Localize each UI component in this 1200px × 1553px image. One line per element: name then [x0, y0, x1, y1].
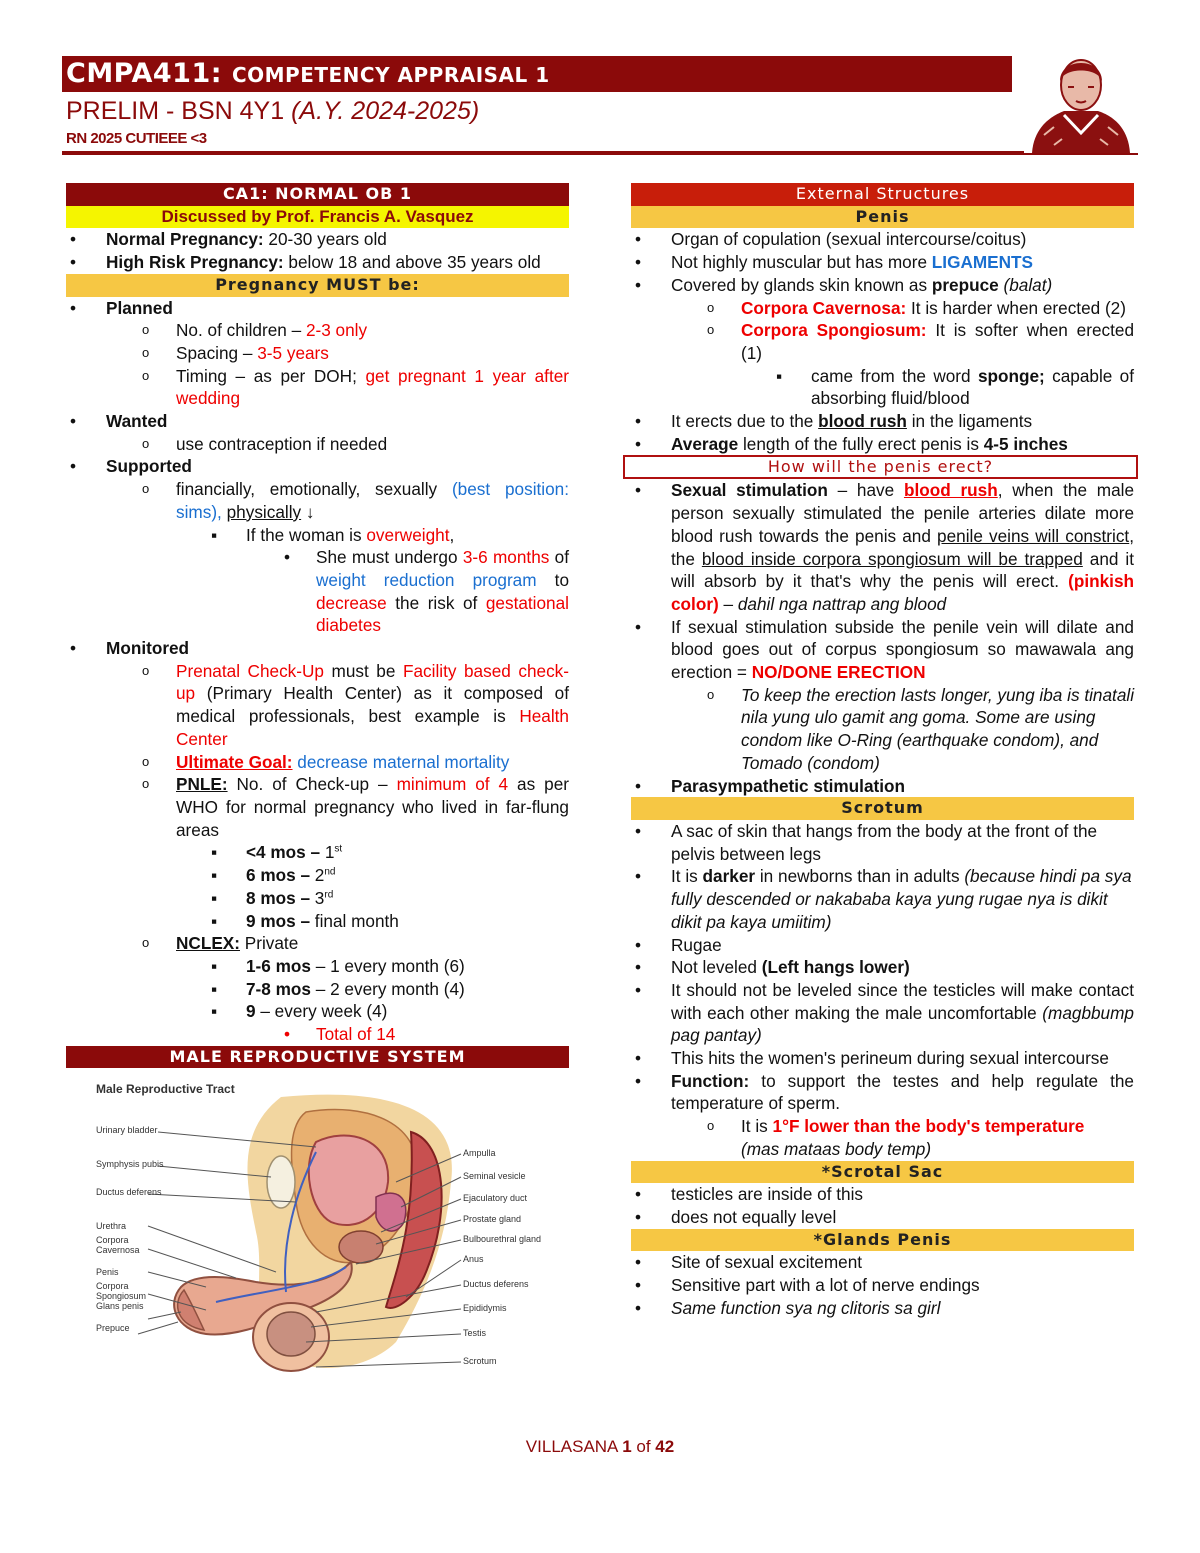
list-item: • Function: to support the testes and help regulate the temperature of sperm. [631, 1070, 1134, 1115]
section-bar-external-structures: External Structures [631, 183, 1134, 206]
list-item: • Planned [66, 297, 569, 320]
list-item: o To keep the erection lasts longer, yung iba is tinatali nila yung ulo gamit ang goma. Some are using condom like O-Ring (earthquake condom), and Tomado (condom) [631, 684, 1134, 775]
list-item: • Organ of copulation (sexual intercourse/coitus) [631, 228, 1134, 251]
section-bar-ca1: CA1: NORMAL OB 1 [66, 183, 569, 206]
list-item: ▪ 7-8 mos – 2 every month (4) [66, 978, 569, 1001]
erect-question-box: How will the penis erect? [623, 455, 1138, 479]
male-reproductive-figure: Male Reproductive Tract Urinary bladder Symphysis pubis Ductus deferens Urethra Corpora Cavernosa Penis Corpora Spongiosum Glans penis Prepuce Ampulla Seminal vesicle Ejaculatory duct Prostate gland Bulbourethral gland Anus Ductus deferens Epididymis Testis Scrotum [66, 1072, 569, 1382]
list-item: ▪ 9 mos – final month [66, 910, 569, 933]
list-item: o Spacing – 3-5 years [66, 342, 569, 365]
list-item: • If sexual stimulation subside the penile vein will dilate and blood goes out of corpus spongiosum so mawawala ang erection = NO/DONE ERECTION [631, 616, 1134, 684]
list-item: • Covered by glands skin known as prepuce (balat) [631, 274, 1134, 297]
portrait-image [1024, 45, 1138, 153]
list-item: o Prenatal Check-Up must be Facility based check-up (Primary Health Center) as it composed of medical professionals, best example is Health Center [66, 660, 569, 751]
list-item: • It erects due to the blood rush in the ligaments [631, 410, 1134, 433]
document-tagline: RN 2025 CUTIEEE <3 [66, 130, 207, 147]
right-column [631, 183, 1134, 1319]
section-bar-pregnancy-must: Pregnancy MUST be: [66, 274, 569, 297]
list-item: • Parasympathetic stimulation [631, 775, 1134, 798]
list-item: • Total of 14 [66, 1023, 569, 1046]
section-bar-male-reproductive: MALE REPRODUCTIVE SYSTEM [66, 1046, 569, 1069]
list-item: • Monitored [66, 637, 569, 660]
list-item: o use contraception if needed [66, 433, 569, 456]
list-item: o Ultimate Goal: decrease maternal mortality [66, 751, 569, 774]
left-column [66, 183, 569, 1382]
list-item: • Average length of the fully erect penis is 4-5 inches [631, 433, 1134, 456]
list-item: • Sexual stimulation – have blood rush, when the male person sexually stimulated the penile arteries dilate more blood rush towards the penis and penile veins will constrict, the blood inside corpora spongiosum will be trapped and it will absorb by it that's why the penis will erect. (pinkish color) – dahil nga nattrap ang blood [631, 479, 1134, 615]
section-bar-scrotal-sac: *Scrotal Sac [631, 1161, 1134, 1184]
list-item: ▪ If the woman is overweight, [66, 524, 569, 547]
document-title: CMPA411: COMPETENCY APPRAISAL 1 [66, 58, 550, 89]
list-item: • Not highly muscular but has more LIGAMENTS [631, 251, 1134, 274]
list-item: • does not equally level [631, 1206, 1134, 1229]
list-item: • Sensitive part with a lot of nerve endings [631, 1274, 1134, 1297]
list-item: • Site of sexual excitement [631, 1251, 1134, 1274]
list-item: o Timing – as per DOH; get pregnant 1 year after wedding [66, 365, 569, 410]
list-item: • High Risk Pregnancy: below 18 and above 35 years old [66, 251, 569, 274]
figure-title: Male Reproductive Tract [96, 1082, 235, 1097]
section-bar-penis: Penis [631, 206, 1134, 229]
page-footer: VILLASANA 1 of 42 [525, 1437, 675, 1456]
list-item: • She must undergo 3-6 months of weight reduction program to decrease the risk of gestational diabetes [66, 546, 569, 637]
list-item: • Normal Pregnancy: 20-30 years old [66, 228, 569, 251]
list-item: • Not leveled (Left hangs lower) [631, 956, 1134, 979]
list-item: ▪ 1-6 mos – 1 every month (6) [66, 955, 569, 978]
section-bar-glands-penis: *Glands Penis [631, 1229, 1134, 1252]
list-item: ▪ <4 mos – 1st [66, 841, 569, 864]
header-rule [62, 151, 1138, 155]
list-item: o It is 1°F lower than the body's temperature (mas mataas body temp) [631, 1115, 1134, 1160]
list-item: • This hits the women's perineum during sexual intercourse [631, 1047, 1134, 1070]
list-item: o financially, emotionally, sexually (best position: sims), physically ↓ [66, 478, 569, 523]
list-item: ▪ came from the word sponge; capable of absorbing fluid/blood [631, 365, 1134, 410]
list-item: • It should not be leveled since the testicles will make contact with each other making the male uncomfortable (magbbump pag pantay) [631, 979, 1134, 1047]
list-item: o NCLEX: Private [66, 932, 569, 955]
list-item: o Corpora Cavernosa: It is harder when erected (2) [631, 297, 1134, 320]
document-subtitle: PRELIM - BSN 4Y1 (A.Y. 2024-2025) [66, 97, 480, 125]
list-item: • It is darker in newborns than in adults (because hindi pa sya fully descended or nakababa kaya yung rugae nya is dikit dikit pa kaya umiitim) [631, 865, 1134, 933]
list-item: ▪ 8 mos – 3rd [66, 887, 569, 910]
list-item: • testicles are inside of this [631, 1183, 1134, 1206]
list-item: • Supported [66, 455, 569, 478]
list-item: • A sac of skin that hangs from the body at the front of the pelvis between legs [631, 820, 1134, 865]
list-item: ▪ 6 mos – 2nd [66, 864, 569, 887]
list-item: o Corpora Spongiosum: It is softer when erected (1) [631, 319, 1134, 364]
list-item: • Same function sya ng clitoris sa girl [631, 1297, 1134, 1320]
section-bar-scrotum: Scrotum [631, 797, 1134, 820]
list-item: o No. of children – 2-3 only [66, 319, 569, 342]
discussed-by-bar: Discussed by Prof. Francis A. Vasquez [66, 206, 569, 229]
list-item: o PNLE: No. of Check-up – minimum of 4 as per WHO for normal pregnancy who lived in far-flung areas [66, 773, 569, 841]
list-item: • Rugae [631, 934, 1134, 957]
list-item: ▪ 9 – every week (4) [66, 1000, 569, 1023]
list-item: • Wanted [66, 410, 569, 433]
